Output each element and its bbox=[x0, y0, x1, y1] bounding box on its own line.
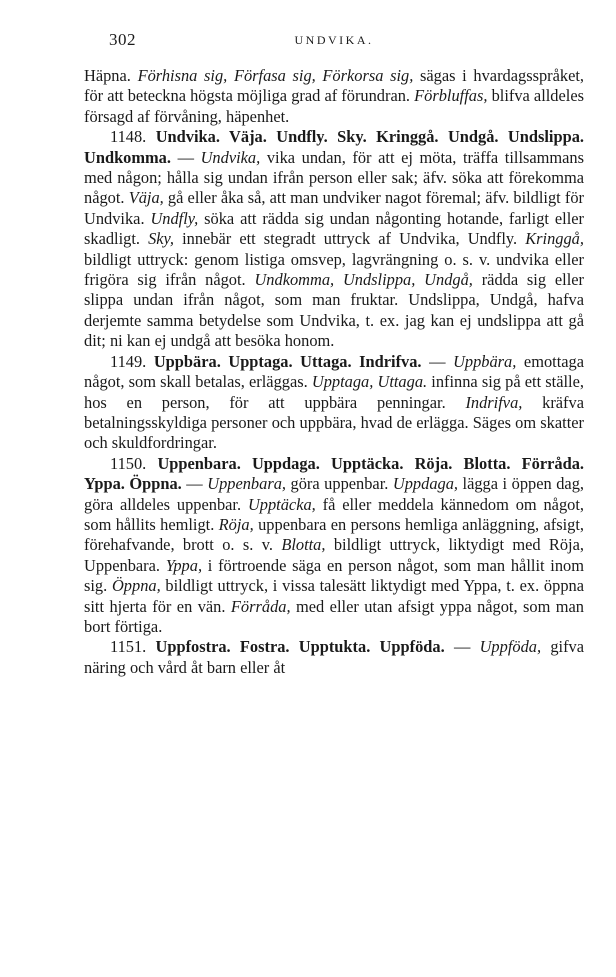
paragraph bbox=[84, 454, 584, 638]
text-run: lägga i öppen dag, göra alldeles uppenbar. bbox=[84, 474, 584, 514]
text-run: bildligt uttryck, liktydigt med Röja, Uppenbara. bbox=[84, 535, 584, 575]
text-run: — bbox=[170, 147, 201, 167]
italic-term: Yppa, bbox=[165, 555, 203, 575]
paragraph bbox=[84, 127, 584, 351]
text-run: Häpna. bbox=[84, 66, 138, 85]
italic-term: Uppföda, bbox=[479, 637, 542, 657]
text-run: blifva alldeles försagd af förvåning, häpenhet. bbox=[84, 86, 584, 126]
italic-term: Upptaga, Uttaga. bbox=[311, 372, 428, 392]
text-run: — bbox=[444, 637, 480, 657]
text-run: 1149. bbox=[110, 351, 154, 371]
text-run: innebär ett stegradt uttryck af Undvika, Undfly. bbox=[174, 229, 526, 249]
running-head: UNDVIKA. bbox=[294, 33, 374, 47]
italic-term: Röja, bbox=[218, 514, 254, 534]
bold-headword: Uppenbara. Uppdaga. Upptäcka. Röja. Blotta. Förråda. Yppa. Öppna. bbox=[84, 453, 584, 494]
italic-term: Förbluffas, bbox=[414, 86, 488, 106]
text-run: bildligt uttryck: genom listiga omsvep, lagvrängning o. s. v. undvika eller frigöra sig ifrån något. bbox=[84, 249, 584, 290]
text-run: uppenbara en persons hemliga anläggning, afsigt, förehafvande, brott o. s. v. bbox=[84, 514, 584, 555]
page-header bbox=[84, 30, 584, 58]
text-run: bildligt uttryck, i vissa talesätt liktydigt med Yppa, t. ex. öppna sitt hjerta för en vän. bbox=[84, 576, 584, 616]
italic-term: Uppdaga, bbox=[392, 474, 458, 494]
italic-term: Indrifva, bbox=[465, 392, 523, 412]
paragraph bbox=[84, 66, 584, 127]
body-text bbox=[84, 66, 584, 678]
italic-term: Undvika, bbox=[200, 147, 261, 167]
text-run: — bbox=[421, 351, 454, 371]
bold-headword: Uppfostra. Fostra. Upptukta. Uppföda. bbox=[155, 637, 445, 657]
text-run: — bbox=[181, 474, 208, 494]
bold-headword: Undvika. Väja. Undfly. Sky. Kringgå. Undgå. Undslippa. Undkomma. bbox=[84, 127, 584, 167]
italic-term: Sky, bbox=[148, 229, 175, 249]
text-run: infinna sig på ett ställe, hos en person, för att uppbära penningar. bbox=[84, 372, 584, 412]
page-number: 302 bbox=[109, 30, 136, 49]
paragraph bbox=[84, 637, 584, 678]
italic-term: Förråda, bbox=[230, 596, 291, 616]
text-run: 1150. bbox=[110, 453, 158, 473]
text-run: rädda sig eller slippa undan ifrån något, som man fruktar. Undslippa, Undgå, hafva derjemte samma betydelse som Undvika, t. ex. jag kan ej undslippa att gå dit; ni kan ej undgå att besöka honom. bbox=[84, 270, 584, 351]
paragraph bbox=[84, 352, 584, 454]
italic-term: Förhisna sig, Förfasa sig, Förkorsa sig, bbox=[137, 66, 414, 85]
italic-term: Kringgå, bbox=[525, 229, 584, 249]
italic-term: Blotta, bbox=[281, 535, 326, 555]
text-run: gifva näring och vård åt barn eller åt bbox=[84, 637, 584, 677]
bold-headword: Uppbära. Upptaga. Uttaga. Indrifva. bbox=[153, 351, 422, 371]
text-run: i förtroende säga en person något, som man hållit inom sig. bbox=[84, 555, 584, 596]
italic-term: Uppenbara, bbox=[207, 474, 286, 494]
text-run: emottaga något, som skall betalas, erläggas. bbox=[84, 351, 584, 392]
text-run: sägas i hvardagsspråket, för att beteckna högsta möjliga grad af förundran. bbox=[84, 66, 584, 106]
text-run: 1151. bbox=[110, 637, 156, 657]
italic-term: Upptäcka, bbox=[247, 494, 316, 514]
text-run: vika undan, för att ej möta, träffa tillsammans med någon; hålla sig undan ifrån person eller sak; äfv. söka att förekomma något. bbox=[84, 147, 585, 208]
text-run: göra uppenbar. bbox=[286, 474, 393, 494]
book-page bbox=[84, 30, 584, 678]
italic-term: Undkomma, Undslippa, Undgå, bbox=[254, 270, 473, 290]
italic-term: Uppbära, bbox=[453, 351, 517, 371]
text-run: söka att rädda sig undan någonting hotande, farligt eller skadligt. bbox=[84, 208, 584, 249]
text-run: med eller utan afsigt yppa något, som man bort förtiga. bbox=[84, 596, 585, 636]
italic-term: Öppna, bbox=[111, 576, 161, 596]
text-run: 1148. bbox=[110, 127, 156, 147]
text-run: kräfva betalningsskyldiga personer och uppbära, hvad de erlägga. Säges om skatter och skuldfordringar. bbox=[84, 392, 584, 453]
text-run: gå eller åka så, att man undviker nagot föremal; äfv. bildligt för Undvika. bbox=[84, 188, 584, 228]
text-run: få eller meddela kännedom om något, som hållits hemligt. bbox=[84, 494, 585, 534]
italic-term: Väja, bbox=[128, 188, 164, 208]
italic-term: Undfly, bbox=[150, 208, 199, 228]
